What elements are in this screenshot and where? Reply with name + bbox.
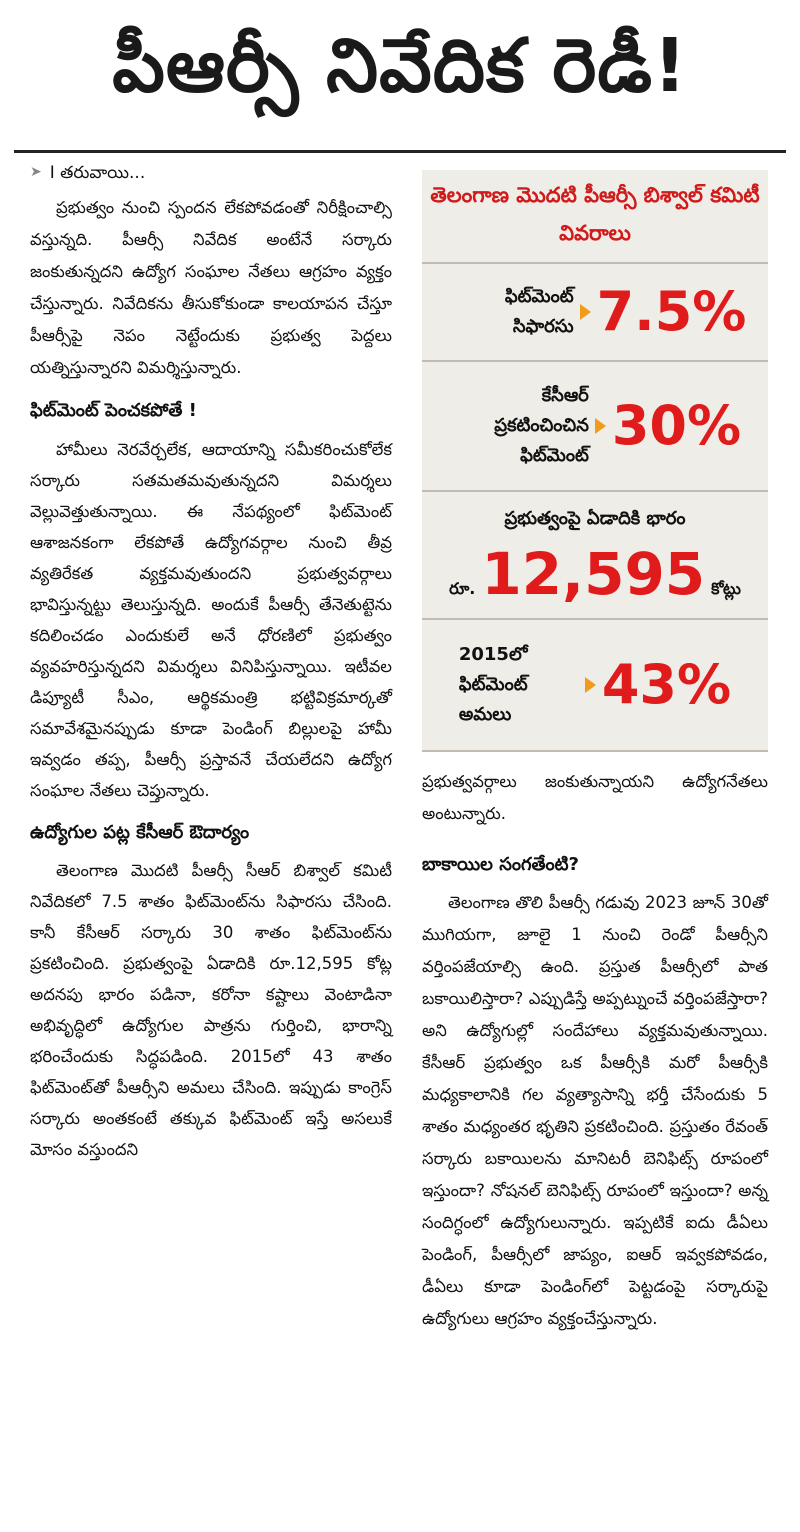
continuation-text: I తరువాయి... <box>49 163 146 183</box>
info-box-title: తెలంగాణ మొదటి పీఆర్సీ బిశ్వాల్ కమిటీ వివరాలు <box>422 170 768 264</box>
arrow-right-icon <box>580 304 591 320</box>
continued-paragraph: ప్రభుత్వవర్గాలు జంకుతున్నాయని ఉద్యోగనేతలు అంటున్నారు. <box>422 772 768 823</box>
info-row-announced-fitment <box>422 362 768 492</box>
right-column <box>422 170 768 1335</box>
info-row-2015-fitment <box>422 620 768 752</box>
info-row-value: 30% <box>611 394 742 457</box>
headline-rule <box>14 150 786 153</box>
info-row-value: 7.5% <box>596 280 747 343</box>
continuation-marker <box>30 160 392 186</box>
intro-paragraph: ప్రభుత్వం నుంచి స్పందన లేకపోవడంతో నిరీక్షించాల్సి వస్తున్నది. పీఆర్సీ నివేదిక అంటేనే సర్కారు జంకుతున్నదని ఉద్యోగ సంఘాల నేతలు ఆగ్రహం వ్యక్తం చేస్తున్నారు. నివేదికను తీసుకోకుండా కాలయాపన చేస్తూ పీఆర్సీపై నెపం నెట్టేందుకు ప్రభుత్వ పెద్దలు యత్నిస్తున్నారని విమర్శిస్తున్నారు. <box>30 198 392 378</box>
unit-suffix: కోట్లు <box>711 579 741 598</box>
info-row-value: 12,595 <box>481 540 706 608</box>
info-row-annual-burden <box>422 492 768 620</box>
info-row-recommended-fitment <box>422 264 768 362</box>
info-row-label: 2015లో ఫిట్‌మెంట్ అమలు <box>458 644 528 725</box>
currency-prefix: రూ. <box>449 579 476 598</box>
headline: పీఆర్సీ నివేదిక రెడీ! <box>112 23 688 109</box>
arrears-paragraph: తెలంగాణ తొలి పీఆర్సీ గడువు 2023 జూన్ 30తో ముగియగా, జూలై 1 నుంచి రెండో పీఆర్సీని వర్తింపజేయాల్సి ఉంది. ప్రస్తుత పీఆర్సీలో పాత బకాయిలిస్తారా? ఎప్పుడిస్తే అప్పట్నుంచే వర్తింపజేస్తారా? అని ఉద్యోగుల్లో సందేహాలు వ్యక్తమవుతున్నాయి. కేసీఆర్ ప్రభుత్వం ఒక పీఆర్సీకి మరో పీఆర్సీకి మధ్యకాలానికి గల వ్యత్యాసాన్ని భర్తీ చేసేందుకు 5 శాతం మధ్యంతర భృతిని ప్రకటించింది. ప్రస్తుతం రేవంత్ సర్కారు బకాయిలను మానిటరీ బెనిఫిట్స్ రూపంలో ఇస్తుందా? నోషనల్ బెనిఫిట్స్ రూపంలో ఇస్తుందా? అన్న సందిగ్ధంలో ఉద్యోగులున్నారు. ఇప్పటికే ఐదు డీఏలు పెండింగ్, పీఆర్సీలో జాప్యం, ఐఆర్ ఇవ్వకపోవడం, డీఏలు కూడా పెండింగ్‌లో పెట్టడంపై సర్కారుపై ఉద్యోగులు ఆగ్రహం వ్యక్తంచేస్తున్నారు. <box>422 893 768 1329</box>
info-row-label: కేసీఆర్ ప్రకటించించిన ఫిట్‌మెంట్ <box>494 385 589 466</box>
kcr-paragraph: తెలంగాణ మొదటి పీఆర్సీ సీఆర్ బిశ్వాల్ కమిటీ నివేదికలో 7.5 శాతం ఫిట్‌మెంట్‌ను సిఫారసు చేసింది. కానీ కేసీఆర్ సర్కారు 30 శాతం ఫిట్‌మెంట్‌ను ప్రకటించింది. ప్రభుత్వంపై ఏడాదికి రూ.12,595 కోట్ల అదనపు భారం పడినా, కరోనా కష్టాలు వెంటాడినా అభివృద్ధిలో ఉద్యోగుల పాత్రను గుర్తించి, భారాన్ని భరించేందుకు సిద్ధపడింది. 2015లో 43 శాతం ఫిట్‌మెంట్‌తో పీఆర్సీని అమలు చేసింది. ఇప్పుడు కాంగ్రెస్ సర్కారు అంతకంటే తక్కువ ఫిట్‌మెంట్ ఇస్తే అసలుకే మోసం వస్తుందని <box>30 860 392 1159</box>
info-row-label: ప్రభుత్వంపై ఏడాదికి భారం <box>504 508 686 529</box>
left-column <box>30 160 392 1165</box>
arrow-right-icon <box>595 418 606 434</box>
subheading-kcr: ఉద్యోగుల పట్ల కేసీఆర్ ఔదార్యం <box>30 821 250 843</box>
info-box <box>422 170 768 752</box>
arrow-right-icon <box>585 677 596 693</box>
chevron-right-icon: ➤ <box>30 164 42 181</box>
subheading-fitment: ఫిట్‌మెంట్ పెంచకపోతే ! <box>30 400 197 422</box>
fitment-paragraph: హామీలు నెరవేర్చలేక, ఆదాయాన్ని సమీకరించుకోలేక సర్కారు సతమతమవుతున్నదని విమర్శలు వెల్లువెత్తుతున్నాయి. ఈ నేపథ్యంలో ఫిట్‌మెంట్ ఆశాజనకంగా లేకపోతే ఉద్యోగవర్గాల నుంచి తీవ్ర వ్యతిరేకత వ్యక్తమవుతుందని ప్రభుత్వవర్గాలు భావిస్తున్నట్టు తెలుస్తున్నది. అందుకే పీఆర్సీ తేనెతుట్టెను కదిలించడం ఎందుకులే అనే ధోరణిలో ప్రభుత్వం వ్యవహరిస్తున్నదని విమర్శలు వినిపిస్తున్నాయి. ఇటీవల డిప్యూటీ సీఎం, ఆర్థికమంత్రి భట్టివిక్రమార్కతో సమావేశమైనప్పుడు కూడా పెండింగ్ బిల్లులపై హామీ ఇవ్వడం తప్ప, పీఆర్సీ ప్రస్తావనే చేయలేదని ఉద్యోగ సంఘాల నేతలు చెప్తున్నారు. <box>30 439 392 800</box>
info-row-value: 43% <box>601 653 732 716</box>
info-row-label: ఫిట్‌మెంట్ సిఫారసు <box>504 286 574 337</box>
burden-amount <box>449 540 741 608</box>
subheading-arrears: బాకాయిల సంగతేంటి? <box>422 854 579 875</box>
